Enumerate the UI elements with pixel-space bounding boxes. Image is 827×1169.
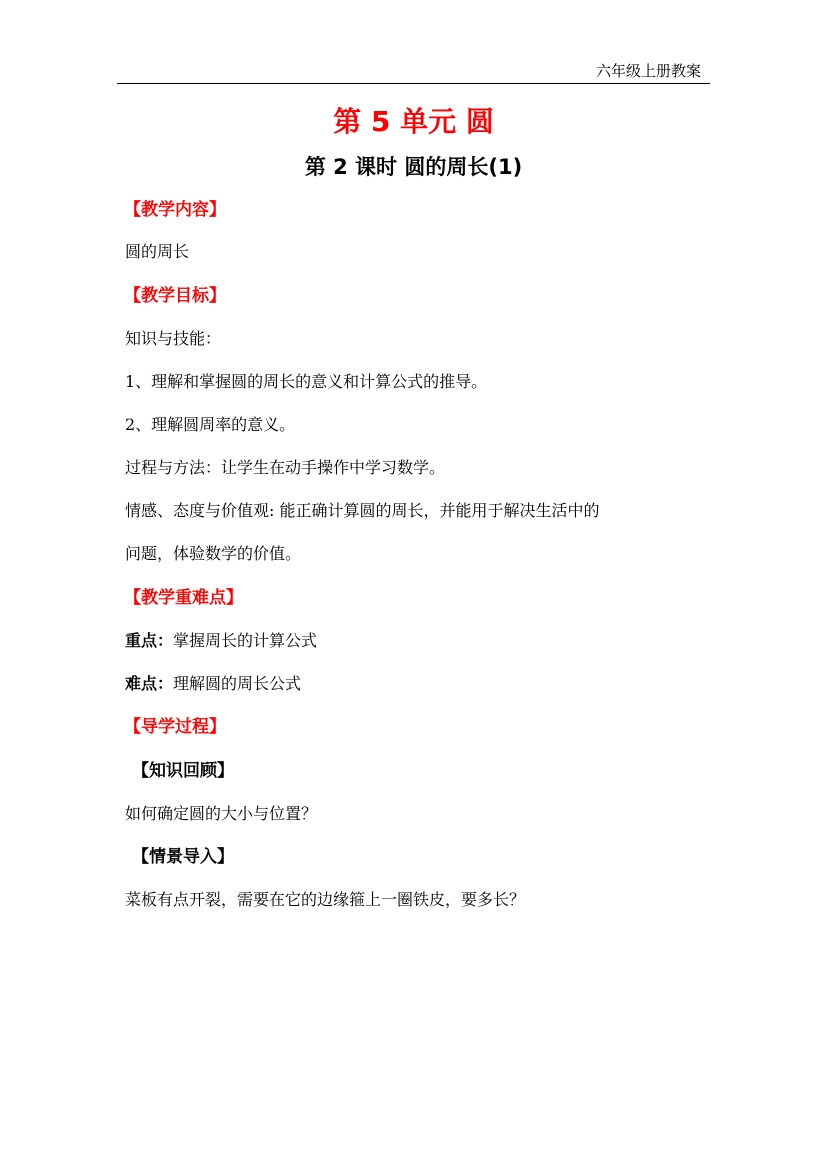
review-text: 如何确定圆的大小与位置？	[125, 804, 318, 823]
header-divider	[117, 83, 710, 84]
difficult-point-text: 理解圆的周长公式	[173, 674, 302, 693]
section-heading-process: 【导学过程】	[124, 717, 226, 737]
lesson-title: 第 2 课时 圆的周长(1)	[304, 155, 523, 179]
key-point-row	[125, 630, 317, 652]
subsection-heading-intro: 【情景导入】	[132, 847, 234, 867]
attitude-text-line-1: 情感、态度与价值观: 能正确计算圆的周长，并能用于解决生活中的	[125, 501, 600, 520]
key-point-text: 掌握周长的计算公式	[173, 631, 318, 650]
unit-title: 第 5 单元 圆	[333, 105, 494, 138]
key-point-label: 重点：	[125, 631, 174, 650]
content-text: 圆的周长	[125, 242, 190, 261]
goal-item-2: 2、理解圆周率的意义。	[125, 415, 296, 434]
section-heading-key-points: 【教学重难点】	[124, 588, 243, 608]
goal-item-1: 1、理解和掌握圆的周长的意义和计算公式的推导。	[125, 372, 488, 391]
intro-text: 菜板有点开裂，需要在它的边缘箍上一圈铁皮，要多长？	[125, 890, 526, 909]
header-label: 六年级上册教案	[595, 62, 701, 80]
section-heading-goals: 【教学目标】	[124, 286, 226, 306]
difficult-point-label: 难点：	[125, 674, 174, 693]
attitude-text-line-2: 问题，体验数学的价值。	[125, 544, 302, 563]
process-method-text: 过程与方法：让学生在动手操作中学习数学。	[125, 458, 446, 477]
knowledge-label: 知识与技能：	[125, 329, 222, 348]
difficult-point-row	[125, 673, 301, 695]
subsection-heading-review: 【知识回顾】	[132, 761, 234, 781]
section-heading-content: 【教学内容】	[124, 200, 226, 220]
